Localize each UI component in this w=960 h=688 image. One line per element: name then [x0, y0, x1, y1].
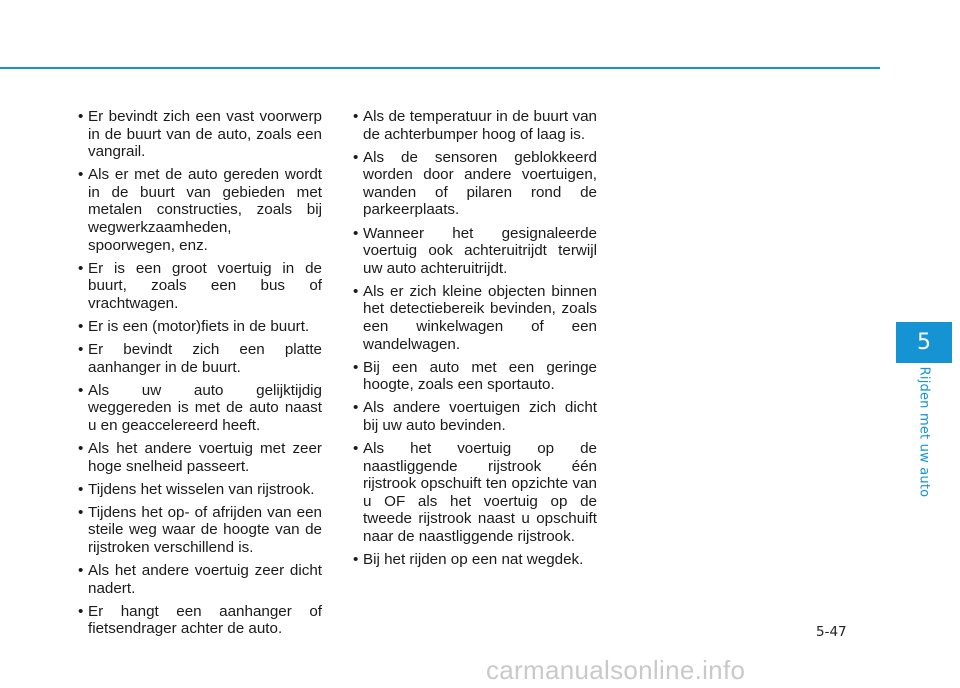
bullet-text: Tijdens het wisselen van rijstrook. — [88, 480, 315, 498]
bullet-item — [353, 283, 597, 353]
bullet-text: Er hangt een aanhanger of fietsendrager achter de auto. — [88, 602, 322, 638]
bullet-text: Er is een (motor)fiets in de buurt. — [88, 318, 310, 336]
bullet-text: Als het voertuig op de naastliggende rijstrook één rijstrook opschuift ten opzichte van u OF als het voertuig op de tweede rijstrook naast u opschuift naar de naastliggende rijstrook. — [363, 440, 597, 546]
bullet-dot-icon: • — [78, 480, 84, 498]
bullet-item — [353, 225, 597, 278]
bullet-item — [353, 108, 597, 143]
page-number: 5-47 — [816, 624, 847, 640]
bullet-item — [353, 551, 597, 569]
bullet-item — [353, 440, 597, 546]
bullet-dot-icon: • — [78, 503, 84, 521]
bullet-item — [78, 481, 322, 499]
bullet-text: Als de sensoren geblokkeerd worden door andere voertuigen, wanden of pilaren rond de parkeerplaats. — [363, 148, 597, 219]
bullet-dot-icon: • — [78, 166, 84, 184]
bullet-text: Als andere voertuigen zich dicht bij uw auto bevinden. — [363, 399, 597, 434]
bullet-item — [353, 359, 597, 394]
bullet-text: Er is een groot voertuig in de buurt, zoals een bus of vrachtwagen. — [88, 259, 322, 312]
bullet-dot-icon: • — [78, 108, 84, 125]
bullet-dot-icon: • — [353, 224, 359, 242]
bullet-dot-icon: • — [353, 358, 359, 376]
bullet-text: Als er zich kleine objecten binnen het detectiebereik bevinden, zoals een winkelwagen of een wandelwagen. — [363, 282, 597, 353]
watermark-text: carmanualsonline.info — [486, 655, 746, 685]
bullet-text: Als het andere voertuig zeer dicht nadert. — [88, 562, 322, 597]
bullet-dot-icon: • — [353, 108, 359, 125]
bullet-dot-icon: • — [78, 259, 84, 277]
bullet-item — [78, 562, 322, 597]
right-column-list — [353, 108, 597, 574]
bullet-dot-icon: • — [78, 381, 84, 399]
bullet-item — [78, 504, 322, 557]
bullet-item — [78, 318, 322, 336]
bullet-text: Als er met de auto gereden wordt in de buurt van gebieden met metalen constructies, zoals bij wegwerkzaamheden, spoorwegen, enz. — [88, 166, 322, 254]
bullet-text: Er bevindt zich een platte aanhanger in de buurt. — [88, 341, 322, 376]
bullet-item — [78, 603, 322, 638]
bullet-dot-icon: • — [78, 440, 84, 458]
bullet-item — [353, 399, 597, 434]
bullet-dot-icon: • — [78, 341, 84, 359]
bullet-dot-icon: • — [353, 440, 359, 458]
bullet-text: Tijdens het op- of afrijden van een steile weg waar de hoogte van de rijstroken verschillend is. — [88, 503, 322, 557]
header-rule — [0, 67, 880, 69]
bullet-dot-icon: • — [78, 318, 84, 336]
bullet-dot-icon: • — [353, 282, 359, 300]
bullet-item — [78, 260, 322, 313]
bullet-text: Er bevindt zich een vast voorwerp in de buurt van de auto, zoals een vangrail. — [88, 108, 322, 161]
chapter-number: 5 — [917, 330, 931, 355]
bullet-item — [78, 108, 322, 161]
bullet-dot-icon: • — [353, 148, 359, 166]
bullet-dot-icon: • — [78, 562, 84, 580]
bullet-item — [353, 149, 597, 219]
bullet-text: Bij het rijden op een nat wegdek. — [363, 551, 584, 569]
bullet-dot-icon: • — [78, 602, 84, 620]
bullet-dot-icon: • — [353, 399, 359, 417]
bullet-text: Als de temperatuur in de buurt van de achterbumper hoog of laag is. — [363, 108, 597, 143]
bullet-text: Als het andere voertuig met zeer hoge snelheid passeert. — [88, 440, 322, 475]
bullet-text: Wanneer het gesignaleerde voertuig ook achteruitrijdt terwijl uw auto achteruitrijdt. — [363, 224, 597, 277]
chapter-number-tab — [896, 322, 952, 363]
left-column-list — [78, 108, 322, 644]
chapter-title: Rijden met uw auto — [916, 366, 932, 498]
bullet-text: Als uw auto gelijktijdig weggereden is met de auto naast u en geaccelereerd heeft. — [88, 381, 322, 434]
bullet-text: Bij een auto met een geringe hoogte, zoals een sportauto. — [363, 358, 597, 394]
bullet-item — [78, 440, 322, 475]
bullet-item — [78, 166, 322, 254]
bullet-item — [78, 341, 322, 376]
bullet-item — [78, 382, 322, 435]
bullet-dot-icon: • — [353, 551, 359, 569]
